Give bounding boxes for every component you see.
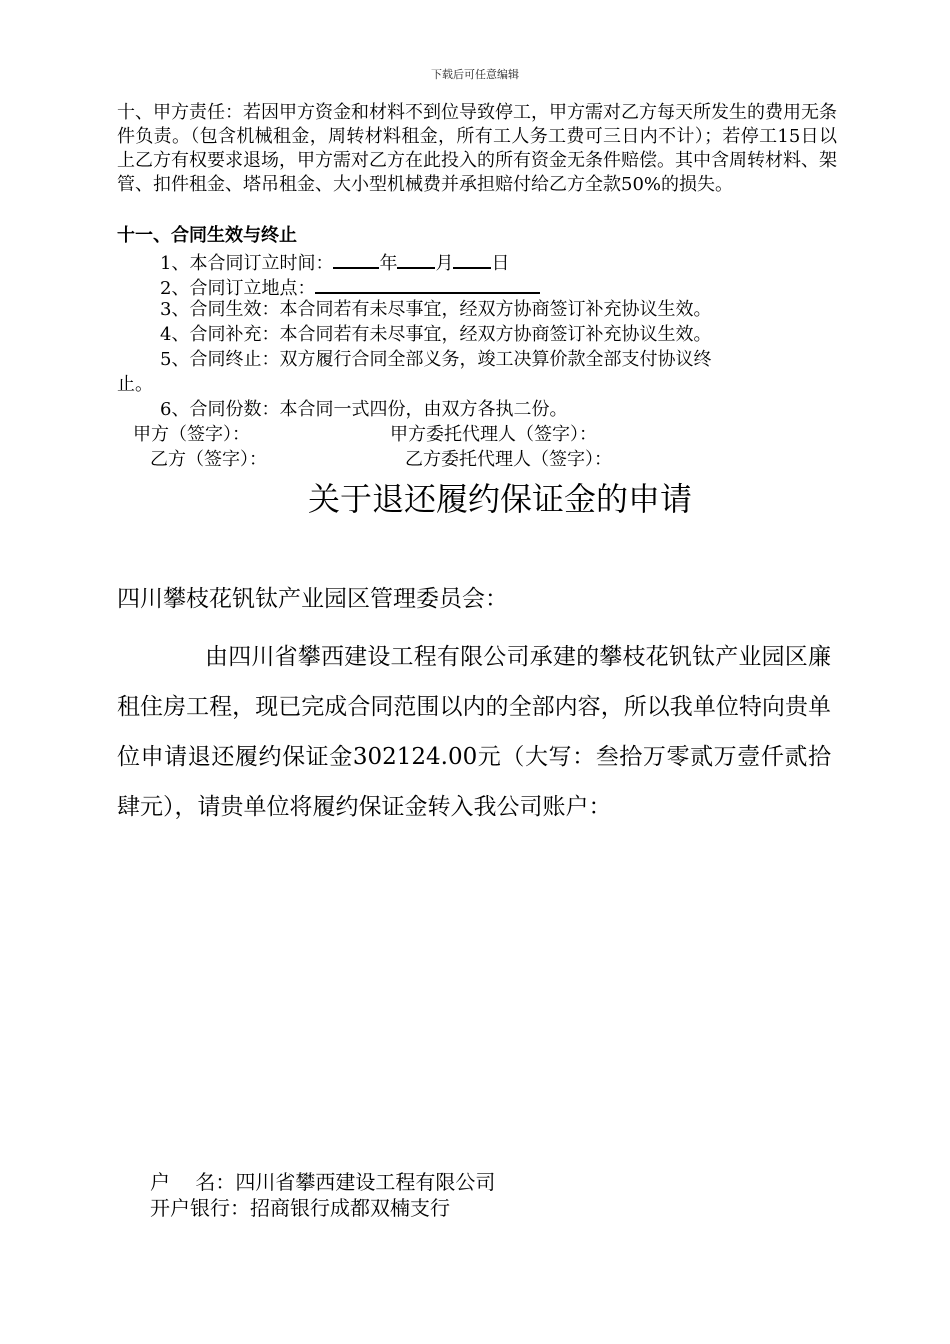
clause-11-item-1 xyxy=(160,249,509,276)
month-blank xyxy=(397,249,435,269)
clause-11-heading: 十一、合同生效与终止 xyxy=(117,225,297,246)
item-1-label: 1、本合同订立时间： xyxy=(160,253,334,274)
letter-title: 关于退还履约保证金的申请 xyxy=(307,480,692,518)
party-a-signature: 甲方（签字）： xyxy=(133,424,250,445)
party-b-signature: 乙方（签字）： xyxy=(150,449,267,470)
party-b-agent-signature: 乙方委托代理人（签字）： xyxy=(405,449,612,470)
clause-11-item-4: 4、合同补充：本合同若有未尽事宜，经双方协商签订补充协议生效。 xyxy=(160,324,712,345)
clause-11-item-2 xyxy=(160,274,540,301)
year-blank xyxy=(333,249,379,269)
party-a-agent-signature: 甲方委托代理人（签字）： xyxy=(390,424,597,445)
year-label: 年 xyxy=(379,253,398,274)
clause-11-item-3: 3、合同生效：本合同若有未尽事宜，经双方协商签订补充协议生效。 xyxy=(160,299,712,320)
letter-body: 由四川省攀西建设工程有限公司承建的攀枝花钒钛产业园区廉租住房工程，现已完成合同范围以内的全部内容，所以我单位特向贵单位申请退还履约保证金302124.00元（大写：叁拾万零贰万壹仟贰拾肆元），请贵单位将履约保证金转入我公司账户： xyxy=(117,644,831,820)
day-label: 日 xyxy=(491,253,510,274)
bank-name: 开户银行：招商银行成都双楠支行 xyxy=(150,1196,450,1220)
letter-recipient: 四川攀枝花钒钛产业园区管理委员会： xyxy=(117,586,508,612)
clause-10-paragraph: 十、甲方责任：若因甲方资金和材料不到位导致停工，甲方需对乙方每天所发生的费用无条件负责。（包含机械租金，周转材料租金，所有工人务工费可三日内不计）；若停工15日以上乙方有权要求退场，甲方需对乙方在此投入的所有资金无条件赔偿。其中含周转材料、架管、扣件租金、塔吊租金、大小型机械费并承担赔付给乙方全款50%的损失。 xyxy=(117,102,837,195)
page-header: 下载后可任意编辑 xyxy=(431,68,519,81)
item-2-label: 2、合同订立地点： xyxy=(160,278,316,299)
place-blank xyxy=(315,274,540,294)
clause-11-item-5-continuation: 止。 xyxy=(117,374,153,395)
clause-11-item-5: 5、合同终止：双方履行合同全部义务，竣工决算价款全部支付协议终 xyxy=(160,349,712,370)
clause-11-item-6: 6、合同份数：本合同一式四份，由双方各执二份。 xyxy=(160,399,568,420)
account-name: 户 名：四川省攀西建设工程有限公司 xyxy=(150,1170,496,1194)
month-label: 月 xyxy=(435,253,454,274)
day-blank xyxy=(453,249,491,269)
